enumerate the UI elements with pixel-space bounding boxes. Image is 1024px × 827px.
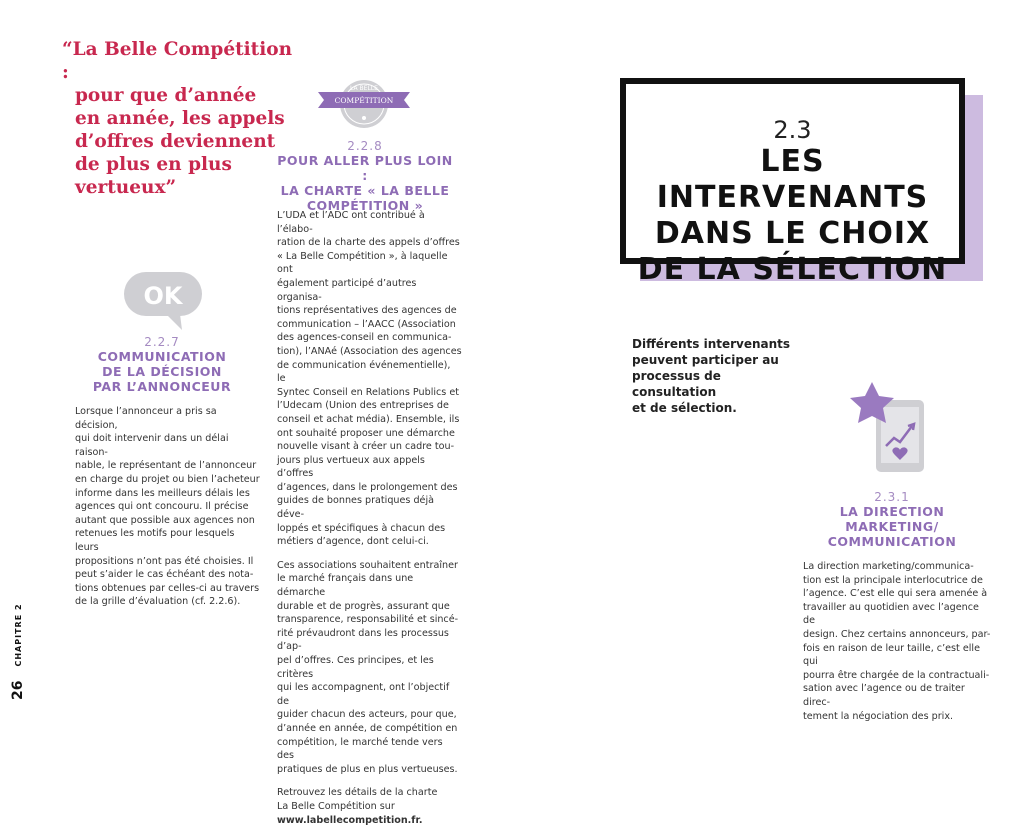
section-title-line: DE LA DÉCISION — [102, 364, 222, 379]
page-footer — [6, 600, 26, 700]
body-line: La Belle Compétition sur — [277, 800, 395, 812]
section-231-heading — [812, 490, 972, 549]
section-number: 2.3 — [773, 116, 812, 144]
intro-line: et de sélection. — [632, 401, 737, 415]
body-line: tement la négociation des prix. — [803, 710, 954, 722]
body-line: de communication événementielle), le — [277, 359, 451, 385]
quote-line: de plus en plus — [75, 154, 232, 175]
intro-line: Différents intervenants — [632, 337, 791, 351]
body-line: des agences-conseil en communica- — [277, 332, 452, 344]
body-line: ration de la charte des appels d’offres — [277, 237, 460, 249]
body-line: Syntec Conseil en Relations Publics et — [277, 386, 460, 398]
section-title-line: COMPÉTITION » — [306, 198, 424, 213]
section-title-line: LES INTERVENANTS — [656, 144, 929, 215]
body-line: tion est la principale interlocutrice de — [803, 574, 983, 586]
body-line: guides de bonnes pratiques déjà déve- — [277, 495, 434, 521]
body-line: l’agence. C’est elle qui sera amenée à — [803, 588, 988, 600]
section-title-line: DANS LE CHOIX — [654, 216, 931, 251]
ok-label: OK — [143, 282, 183, 310]
quote-line: pour que d’année — [75, 85, 257, 106]
body-line: tions représentatives des agences de — [277, 305, 457, 317]
body-line: compétition, le marché tende vers des — [277, 736, 443, 762]
chapter-label: CHAPITRE 2 — [13, 603, 23, 667]
body-line: durable et de progrès, assurant que — [277, 600, 450, 612]
body-line: communication – l’AACC (Association — [277, 318, 456, 330]
section-title-line: COMMUNICATION — [827, 534, 957, 549]
body-line: également participé d’autres organisa- — [277, 277, 417, 303]
quote-line: vertueux” — [75, 177, 177, 198]
body-line: propositions n’ont pas été choisies. Il — [75, 555, 254, 567]
body-line: qui doit intervenir dans un délai raison- — [75, 433, 229, 458]
section-228-body — [277, 209, 462, 827]
body-line: guider chacun des acteurs, pour que, — [277, 709, 457, 721]
section-title-line: LA DIRECTION — [839, 504, 945, 519]
body-line: peut s’aider le cas échéant des nota- — [75, 569, 254, 581]
body-line: nable, le représentant de l’annonceur — [75, 460, 257, 472]
body-line: Lorsque l’annonceur a pris sa décision, — [75, 406, 217, 431]
body-line: Ces associations souhaitent entraîner — [277, 559, 458, 571]
body-line: métiers d’agence, dont celui-ci. — [277, 536, 429, 548]
body-line: tions obtenues par celles-ci au travers — [75, 582, 260, 594]
section-227-heading — [72, 335, 252, 394]
body-line: informe dans les meilleurs délais les — [75, 487, 250, 499]
body-line: pratiques de plus en plus vertueuses. — [277, 763, 458, 775]
body-line: retenues les motifs pour lesquels leurs — [75, 528, 235, 553]
badge-line1: LA BELLE — [350, 85, 378, 92]
section-228-heading — [275, 139, 455, 213]
section-number: 2.2.7 — [144, 335, 180, 349]
pull-quote — [62, 38, 302, 199]
body-line: jours plus vertueux aux appels d’offres — [277, 454, 425, 480]
body-line: autant que possible aux agences non — [75, 514, 255, 526]
body-line: de la grille d’évaluation (cf. 2.2.6). — [75, 596, 241, 608]
badge-line2: COMPÉTITION — [334, 96, 394, 105]
body-line: qui les accompagnent, ont l’objectif de — [277, 682, 450, 707]
body-line: pel d’offres. Ces principes, et les critères — [277, 655, 434, 680]
section-title-line: COMMUNICATION — [97, 349, 227, 364]
section-231-body — [803, 560, 993, 723]
body-line: l’Udecam (Union des entreprises de — [277, 400, 449, 412]
body-line: sation avec l’agence ou de traiter direc- — [803, 683, 965, 708]
section-227-body — [75, 405, 260, 609]
intro-text — [632, 336, 802, 416]
body-line: L’UDA et l’ADC ont contribué à l’élabo- — [277, 210, 425, 235]
section-title-line: LA CHARTE « LA BELLE — [280, 183, 450, 198]
body-line: La direction marketing/communica- — [803, 561, 974, 572]
body-line: Retrouvez les détails de la charte — [277, 787, 438, 799]
body-line: nouvelle visant à créer un cadre tou- — [277, 441, 455, 453]
intro-line: peuvent participer au — [632, 353, 779, 367]
section-number: 2.2.8 — [347, 139, 383, 153]
body-line: travailler au quotidien avec l’agence de — [803, 601, 979, 627]
body-line: « La Belle Compétition », à laquelle ont — [277, 250, 448, 276]
section-title-line: POUR ALLER PLUS LOIN : — [277, 153, 453, 183]
section-number: 2.3.1 — [874, 490, 910, 504]
body-line: pourra être chargée de la contractuali- — [803, 669, 990, 681]
intro-line: processus de consultation — [632, 369, 721, 399]
body-line: tion), l’ANAé (Association des agences — [277, 345, 462, 357]
body-line: conseil et achat média). Ensemble, ils — [277, 413, 460, 425]
body-line: ont souhaité proposer une démarche — [277, 427, 455, 439]
body-line: agences qui ont concouru. Il précise — [75, 501, 249, 513]
body-line: d’agences, dans le prolongement des — [277, 481, 458, 493]
phone-star-icon — [842, 380, 932, 480]
body-line: d’année en année, de compétition en — [277, 722, 458, 734]
section-23-title-box — [620, 78, 965, 287]
section-title-line: DE LA SÉLECTION — [637, 252, 948, 287]
ok-speech-bubble-icon — [122, 270, 206, 332]
quote-line: en année, les appels — [75, 108, 285, 129]
page-number: 26 — [10, 680, 26, 700]
body-line: fois en raison de leur taille, c’est elle qui — [803, 642, 980, 668]
quote-line: d’offres deviennent — [75, 131, 276, 152]
body-line: loppés et spécifiques à chacun des — [277, 522, 446, 534]
body-line: design. Chez certains annonceurs, par- — [803, 628, 991, 640]
body-line: le marché français dans une démarche — [277, 573, 414, 599]
section-title-line: PAR L’ANNONCEUR — [92, 379, 232, 394]
body-line: rité prévaudront dans les processus d’ap- — [277, 627, 449, 653]
quote-line: “La Belle Compétition : — [62, 39, 293, 83]
belle-competition-badge-icon — [316, 78, 412, 134]
charter-link[interactable]: www.labellecompetition.fr. — [277, 814, 423, 826]
section-title-line: MARKETING/ — [845, 519, 939, 534]
body-line: en charge du projet ou bien l’acheteur — [75, 473, 260, 485]
body-line: transparence, responsabilité et sincé- — [277, 614, 459, 626]
